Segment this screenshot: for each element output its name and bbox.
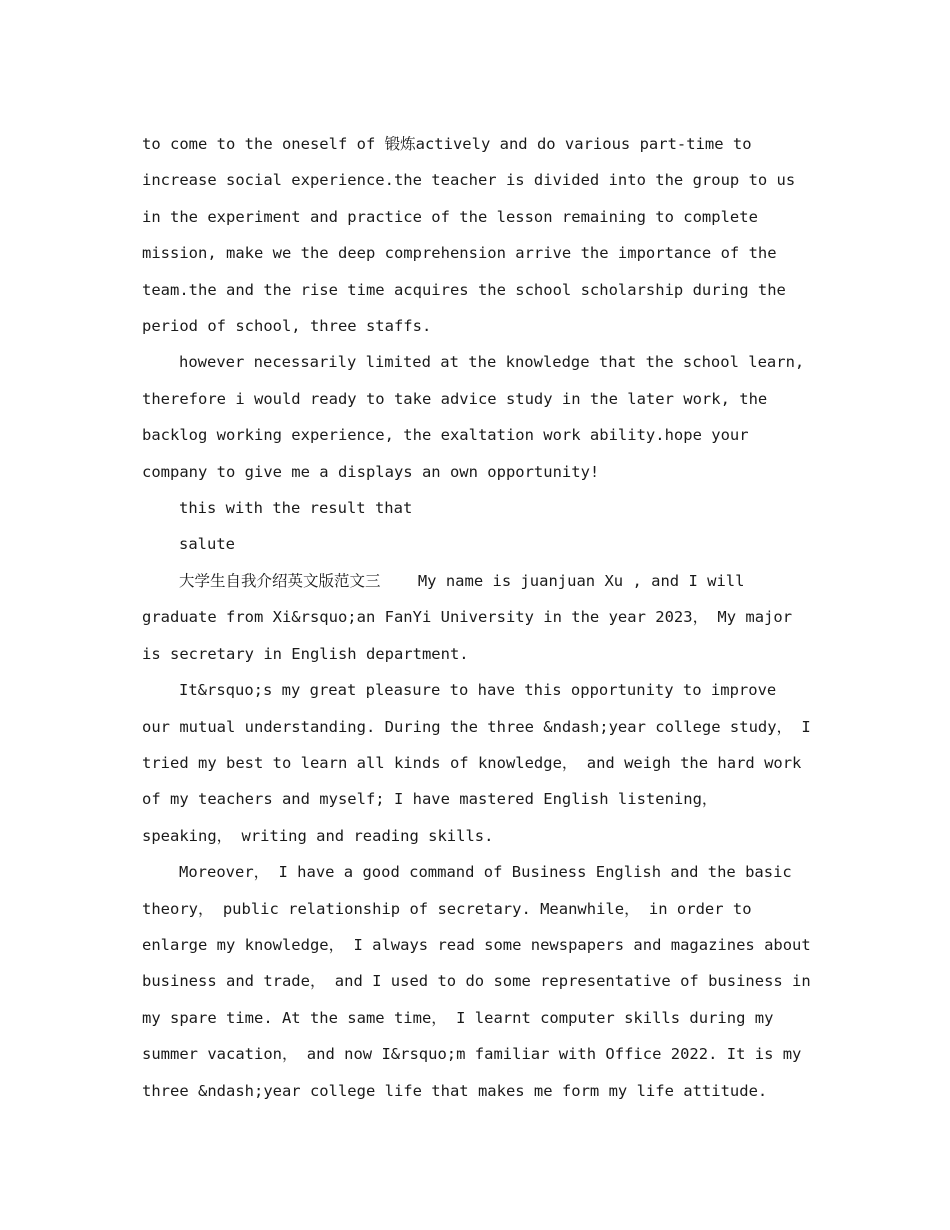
text-line: therefore i would ready to take advice study in the later work, the — [142, 389, 768, 408]
text-line: Moreover， I have a good command of Business English and the basic — [179, 863, 792, 882]
text-line: business and trade， and I used to do some representative of business in — [142, 972, 811, 991]
text-line: mission, make we the deep comprehension arrive the importance of the — [142, 244, 777, 263]
paragraph-sample-three-intro — [142, 563, 822, 672]
paragraph-knowledge-limits — [142, 344, 822, 490]
text-line: our mutual understanding. During the three &ndash;year college study， I — [142, 717, 811, 736]
text-line: speaking， writing and reading skills. — [142, 826, 494, 845]
text-line: company to give me a displays an own opportunity! — [142, 462, 600, 481]
paragraph-work-experience — [142, 126, 822, 344]
text-line: this with the result that — [179, 499, 413, 518]
text-line: tried my best to learn all kinds of knowledge， and weigh the hard work — [142, 753, 802, 772]
text-line: to come to the oneself of 锻炼actively and do various part-time to — [142, 135, 752, 153]
text-line: however necessarily limited at the knowledge that the school learn, — [179, 353, 805, 372]
text-line: period of school, three staffs. — [142, 317, 432, 336]
paragraph-college-study — [142, 672, 822, 854]
text-line: team.the and the rise time acquires the school scholarship during the — [142, 280, 786, 299]
paragraph-salute — [142, 526, 822, 562]
text-line: my spare time. At the same time， I learnt computer skills during my — [142, 1008, 774, 1027]
text-line: enlarge my knowledge， I always read some newspapers and magazines about — [142, 935, 811, 954]
text-line: in the experiment and practice of the lesson remaining to complete — [142, 207, 758, 226]
text-line: increase social experience.the teacher is divided into the group to us — [142, 171, 796, 190]
text-line: three &ndash;year college life that makes me form my life attitude. — [142, 1081, 768, 1100]
text-line: salute — [179, 535, 235, 554]
paragraph-business-english — [142, 854, 822, 1109]
text-line: of my teachers and myself; I have mastered English listening， — [142, 790, 718, 809]
paragraph-closing — [142, 490, 822, 526]
document-page — [142, 126, 822, 1109]
text-line: backlog working experience, the exaltation work ability.hope your — [142, 426, 749, 445]
text-line: It&rsquo;s my great pleasure to have this opportunity to improve — [179, 681, 777, 700]
text-line: summer vacation， and now I&rsquo;m familiar with Office 2022. It is my — [142, 1045, 802, 1064]
text-line: theory， public relationship of secretary. Meanwhile， in order to — [142, 899, 752, 918]
text-line: graduate from Xi&rsquo;an FanYi University in the year 2023， My major — [142, 608, 793, 627]
text-line: 大学生自我介绍英文版范文三 My name is juanjuan Xu , and I will — [179, 571, 745, 590]
text-line: is secretary in English department. — [142, 644, 469, 663]
